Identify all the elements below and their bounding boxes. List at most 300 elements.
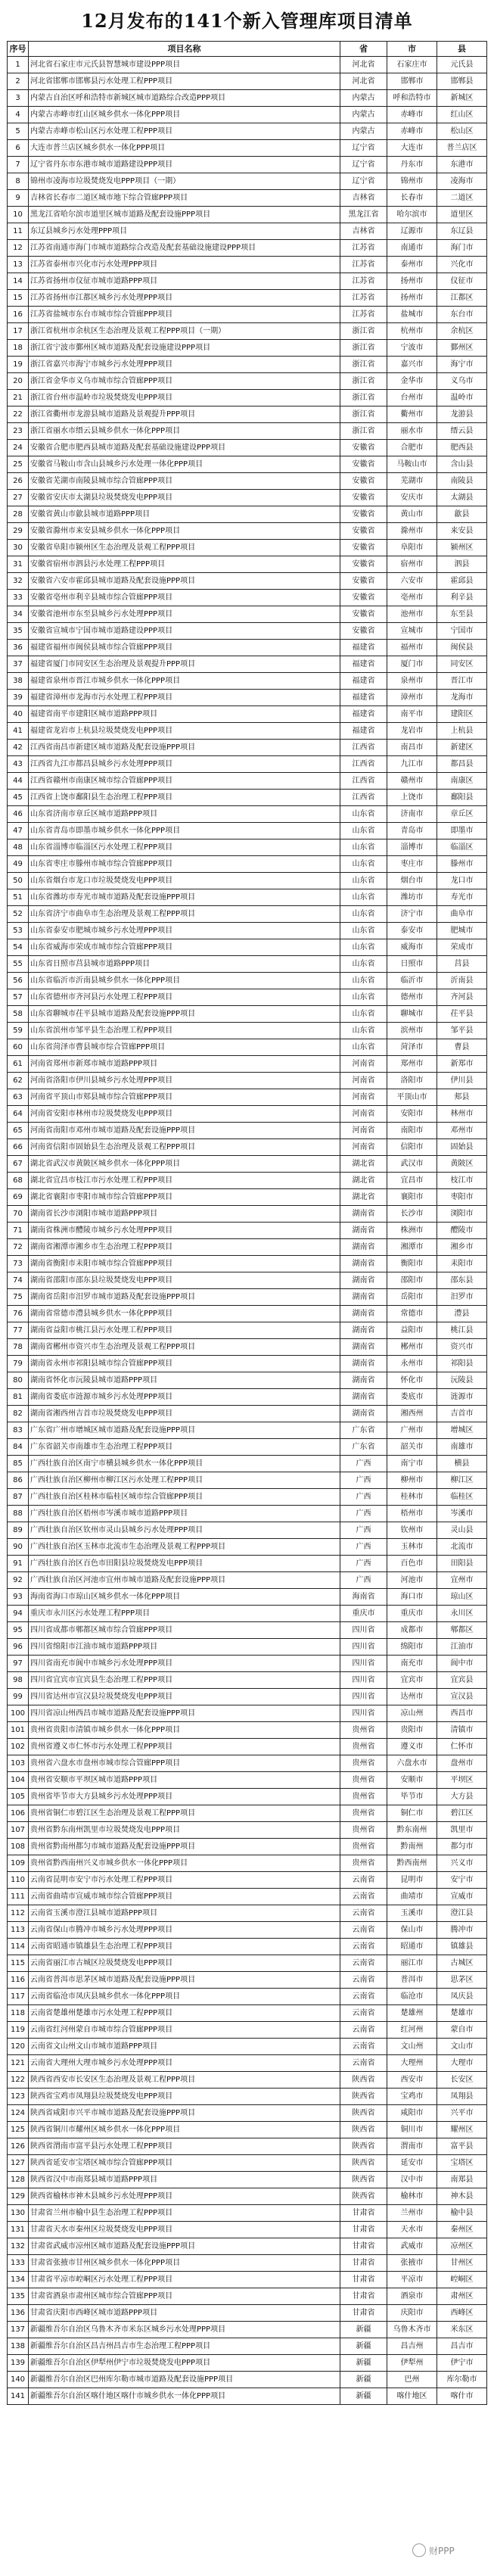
project-name: 湖南省邵阳市邵东县垃圾焚烧发电PPP项目: [29, 1272, 340, 1289]
project-name: 贵州省铜仁市碧江区生态治理及景观工程PPP项目: [29, 1805, 340, 1822]
row-no: 134: [8, 2272, 29, 2288]
province: 江苏省: [340, 240, 387, 257]
city: 梧州市: [387, 1506, 437, 1522]
county: 霍邱县: [437, 573, 487, 590]
table-row: [8, 2105, 487, 2122]
province: 四川省: [340, 1639, 387, 1656]
city: 哈尔滨市: [387, 207, 437, 223]
city: 达州市: [387, 1689, 437, 1705]
table-row: [8, 357, 487, 373]
table-row: [8, 756, 487, 773]
row-no: 99: [8, 1689, 29, 1705]
project-name: 湖南省益阳市桃江县污水处理工程PPP项目: [29, 1322, 340, 1339]
row-no: 43: [8, 756, 29, 773]
row-no: 109: [8, 1855, 29, 1872]
row-no: 139: [8, 2355, 29, 2372]
row-no: 140: [8, 2372, 29, 2388]
row-no: 16: [8, 307, 29, 323]
table-row: [8, 1456, 487, 1472]
row-no: 26: [8, 473, 29, 490]
project-name: 贵州省贵阳市清镇市城乡供水一体化PPP项目: [29, 1722, 340, 1739]
city: 郴州市: [387, 1339, 437, 1356]
table-row: [8, 740, 487, 756]
city: 曲靖市: [387, 1889, 437, 1905]
project-name: 浙江省金华市义乌市城市综合管廊PPP项目: [29, 373, 340, 390]
province: 云南省: [340, 1905, 387, 1922]
county: 涟源市: [437, 1389, 487, 1406]
row-no: 120: [8, 2039, 29, 2055]
row-no: 69: [8, 1189, 29, 1206]
watermark: [412, 2543, 455, 2557]
table-row: [8, 2172, 487, 2188]
city: 盐城市: [387, 307, 437, 323]
county: 祁阳县: [437, 1356, 487, 1372]
row-no: 84: [8, 1439, 29, 1456]
county: 建阳区: [437, 706, 487, 723]
row-no: 114: [8, 1939, 29, 1955]
table-row: [8, 506, 487, 523]
row-no: 38: [8, 673, 29, 690]
county: 新郑市: [437, 1056, 487, 1073]
project-name: 安徽省合肥市肥西县城市道路及配套基础设施建设PPP项目: [29, 440, 340, 456]
row-no: 77: [8, 1322, 29, 1339]
row-no: 80: [8, 1372, 29, 1389]
county: 宜州市: [437, 1572, 487, 1589]
city: 伊犁州: [387, 2355, 437, 2372]
province: 湖南省: [340, 1372, 387, 1389]
province: 甘肃省: [340, 2255, 387, 2272]
province: 云南省: [340, 2022, 387, 2039]
county: 盘州市: [437, 1755, 487, 1772]
city: 济南市: [387, 806, 437, 823]
project-name: 甘肃省武威市凉州区城市道路及配套设施PPP项目: [29, 2238, 340, 2255]
project-name: 贵州省安顺市平坝区城市道路PPP项目: [29, 1772, 340, 1789]
city: 滁州市: [387, 523, 437, 540]
county: 莒县: [437, 956, 487, 973]
city: 龙岩市: [387, 723, 437, 740]
project-name: 广西壮族自治区玉林市北流市生态治理及景观工程PPP项目: [29, 1539, 340, 1556]
city: 泉州市: [387, 673, 437, 690]
county: 增城区: [437, 1422, 487, 1439]
province: 安徽省: [340, 456, 387, 473]
row-no: 71: [8, 1223, 29, 1239]
table-row: [8, 1422, 487, 1439]
project-name: 甘肃省张掖市甘州区城乡供水一体化PPP项目: [29, 2255, 340, 2272]
city: 石家庄市: [387, 57, 437, 73]
city: 池州市: [387, 606, 437, 623]
project-name: 贵州省黔东南州凯里市垃圾焚烧发电PPP项目: [29, 1822, 340, 1839]
province: 陕西省: [340, 2172, 387, 2188]
project-name: 云南省楚雄州楚雄市污水处理工程PPP项目: [29, 2005, 340, 2022]
project-name: 湖南省株洲市醴陵市城乡污水处理PPP项目: [29, 1223, 340, 1239]
city: 株洲市: [387, 1223, 437, 1239]
row-no: 121: [8, 2055, 29, 2072]
row-no: 67: [8, 1156, 29, 1173]
province: 云南省: [340, 1989, 387, 2005]
county: 海宁市: [437, 357, 487, 373]
table-row: [8, 790, 487, 806]
project-name: 江苏省扬州市江都区城乡污水处理PPP项目: [29, 290, 340, 307]
table-row: [8, 1522, 487, 1539]
table-row: [8, 90, 487, 107]
city: 湘西州: [387, 1406, 437, 1422]
county: 昌吉市: [437, 2338, 487, 2355]
city: 红河州: [387, 2022, 437, 2039]
row-no: 104: [8, 1772, 29, 1789]
project-name: 锦州市凌海市垃圾焚烧发电PPP项目（一期）: [29, 173, 340, 190]
row-no: 49: [8, 856, 29, 873]
row-no: 95: [8, 1622, 29, 1639]
row-no: 13: [8, 257, 29, 273]
county: 肥城市: [437, 923, 487, 939]
table-row: [8, 1889, 487, 1905]
project-name: 新疆维吾尔自治区昌吉州昌吉市生态治理工程PPP项目: [29, 2338, 340, 2355]
row-no: 129: [8, 2188, 29, 2205]
county: 温岭市: [437, 390, 487, 406]
province: 河南省: [340, 1073, 387, 1089]
table-row: [8, 2155, 487, 2172]
table-row: [8, 440, 487, 456]
project-name: 四川省成都市郫都区城市综合管廊PPP项目: [29, 1622, 340, 1639]
city: 宜昌市: [387, 1173, 437, 1189]
county: 滕州市: [437, 856, 487, 873]
project-name: 安徽省阜阳市颍州区生态治理及景观工程PPP项目: [29, 540, 340, 556]
project-name: 山东省泰安市肥城市城乡污水处理PPP项目: [29, 923, 340, 939]
city: 台州市: [387, 390, 437, 406]
project-name: 云南省临沧市凤庆县城乡供水一体化PPP项目: [29, 1989, 340, 2005]
project-name: 云南省红河州蒙自市城市综合管廊PPP项目: [29, 2022, 340, 2039]
city: 郑州市: [387, 1056, 437, 1073]
province: 四川省: [340, 1689, 387, 1705]
table-row: [8, 2122, 487, 2138]
row-no: 90: [8, 1539, 29, 1556]
project-name: 贵州省毕节市大方县城乡污水处理PPP项目: [29, 1789, 340, 1805]
table-row: [8, 573, 487, 590]
province: 福建省: [340, 706, 387, 723]
table-row: [8, 623, 487, 640]
city: 韶关市: [387, 1439, 437, 1456]
table-row: [8, 1955, 487, 1972]
city: 南充市: [387, 1656, 437, 1672]
table-row: [8, 1239, 487, 1256]
project-name: 山东省聊城市茌平县城市道路及配套设施PPP项目: [29, 1006, 340, 1023]
project-name: 陕西省渭南市富平县污水处理工程PPP项目: [29, 2138, 340, 2155]
row-no: 35: [8, 623, 29, 640]
province: 云南省: [340, 2055, 387, 2072]
province: 贵州省: [340, 1855, 387, 1872]
city: 聊城市: [387, 1006, 437, 1023]
city: 平凉市: [387, 2272, 437, 2288]
project-name: 辽宁省丹东市东港市城市道路建设PPP项目: [29, 157, 340, 173]
table-row: [8, 989, 487, 1006]
row-no: 32: [8, 573, 29, 590]
project-name: 四川省凉山州西昌市城市道路及配套设施PPP项目: [29, 1705, 340, 1722]
city: 赣州市: [387, 773, 437, 790]
province: 广西: [340, 1506, 387, 1522]
project-name: 黑龙江省哈尔滨市道里区城市道路及配套设施PPP项目: [29, 207, 340, 223]
city: 毕节市: [387, 1789, 437, 1805]
city: 宜宾市: [387, 1672, 437, 1689]
city: 文山州: [387, 2039, 437, 2055]
row-no: 17: [8, 323, 29, 340]
province: 山东省: [340, 906, 387, 923]
county: 龙海市: [437, 690, 487, 706]
county: 仁怀市: [437, 1739, 487, 1755]
province: 陕西省: [340, 2072, 387, 2089]
project-name: 贵州省六盘水市盘州市城市综合管廊PPP项目: [29, 1755, 340, 1772]
city: 衢州市: [387, 406, 437, 423]
project-name: 山东省德州市齐河县污水处理工程PPP项目: [29, 989, 340, 1006]
county: 南雄市: [437, 1439, 487, 1456]
city: 安阳市: [387, 1106, 437, 1123]
table-row: [8, 1772, 487, 1789]
county: 灵山县: [437, 1522, 487, 1539]
county: 仪征市: [437, 273, 487, 290]
row-no: 19: [8, 357, 29, 373]
city: 赤峰市: [387, 123, 437, 140]
county: 太湖县: [437, 490, 487, 506]
table-row: [8, 1672, 487, 1689]
county: 龙口市: [437, 873, 487, 889]
row-no: 5: [8, 123, 29, 140]
row-no: 39: [8, 690, 29, 706]
city: 信阳市: [387, 1139, 437, 1156]
table-row: [8, 2089, 487, 2105]
row-no: 108: [8, 1839, 29, 1855]
province: 辽宁省: [340, 173, 387, 190]
province: 安徽省: [340, 573, 387, 590]
city: 南昌市: [387, 740, 437, 756]
county: 晋江市: [437, 673, 487, 690]
county: 龙游县: [437, 406, 487, 423]
city: 绵阳市: [387, 1639, 437, 1656]
city: 福州市: [387, 640, 437, 656]
city: 邯郸市: [387, 73, 437, 90]
city: 桂林市: [387, 1489, 437, 1506]
project-name: 内蒙古赤峰市松山区污水处理工程PPP项目: [29, 123, 340, 140]
row-no: 63: [8, 1089, 29, 1106]
project-name: 山东省临沂市沂南县城乡供水一体化PPP项目: [29, 973, 340, 989]
row-no: 118: [8, 2005, 29, 2022]
county: 茌平县: [437, 1006, 487, 1023]
province: 贵州省: [340, 1805, 387, 1822]
province: 安徽省: [340, 506, 387, 523]
project-name: 新疆维吾尔自治区巴州库尔勒市城市道路及配套设施PPP项目: [29, 2372, 340, 2388]
table-row: [8, 723, 487, 740]
city: 滨州市: [387, 1023, 437, 1039]
table-row: [8, 107, 487, 123]
province: 湖北省: [340, 1189, 387, 1206]
project-name: 山东省济南市章丘区城市道路PPP项目: [29, 806, 340, 823]
city: 玉林市: [387, 1539, 437, 1556]
table-row: [8, 2205, 487, 2222]
county: 邵东县: [437, 1272, 487, 1289]
row-no: 3: [8, 90, 29, 107]
table-row: [8, 2388, 487, 2405]
table-row: [8, 1606, 487, 1622]
row-no: 66: [8, 1139, 29, 1156]
row-no: 31: [8, 556, 29, 573]
table-row: [8, 1139, 487, 1156]
project-name: 广西壮族自治区南宁市横县城乡供水一体化PPP项目: [29, 1456, 340, 1472]
row-no: 117: [8, 1989, 29, 2005]
city: 柳州市: [387, 1472, 437, 1489]
city: 嘉兴市: [387, 357, 437, 373]
city: 泰安市: [387, 923, 437, 939]
row-no: 122: [8, 2072, 29, 2089]
province: 江西省: [340, 756, 387, 773]
row-no: 51: [8, 889, 29, 906]
table-row: [8, 2288, 487, 2305]
table-row: [8, 1089, 487, 1106]
table-row: [8, 1739, 487, 1755]
table-row: [8, 1289, 487, 1306]
row-no: 58: [8, 1006, 29, 1023]
row-no: 112: [8, 1905, 29, 1922]
table-row: [8, 673, 487, 690]
city: 淄博市: [387, 839, 437, 856]
city: 锦州市: [387, 173, 437, 190]
city: 咸阳市: [387, 2105, 437, 2122]
table-row: [8, 2305, 487, 2322]
county: 临桂区: [437, 1489, 487, 1506]
table-row: [8, 1256, 487, 1272]
city: 昆明市: [387, 1872, 437, 1889]
project-name: 安徽省宣城市宁国市城市道路建设PPP项目: [29, 623, 340, 640]
city: 扬州市: [387, 290, 437, 307]
row-no: 30: [8, 540, 29, 556]
table-row: [8, 1039, 487, 1056]
watermark-logo-icon: [412, 2543, 426, 2557]
province: 甘肃省: [340, 2205, 387, 2222]
province: 陕西省: [340, 2089, 387, 2105]
row-no: 52: [8, 906, 29, 923]
city: 凉山州: [387, 1705, 437, 1722]
row-no: 106: [8, 1805, 29, 1822]
table-row: [8, 1123, 487, 1139]
city: 宝鸡市: [387, 2089, 437, 2105]
city: 岳阳市: [387, 1289, 437, 1306]
table-row: [8, 773, 487, 790]
row-no: 98: [8, 1672, 29, 1689]
province: 广西: [340, 1539, 387, 1556]
county: 湘乡市: [437, 1239, 487, 1256]
row-no: 46: [8, 806, 29, 823]
county: 歙县: [437, 506, 487, 523]
row-no: 65: [8, 1123, 29, 1139]
project-name: 海南省海口市琼山区城乡供水一体化PPP项目: [29, 1589, 340, 1606]
province: 黑龙江省: [340, 207, 387, 223]
county: 桃江县: [437, 1322, 487, 1339]
county: 江都区: [437, 290, 487, 307]
county: 新城区: [437, 90, 487, 107]
city: 菏泽市: [387, 1039, 437, 1056]
header-city: 市: [387, 42, 437, 57]
row-no: 97: [8, 1656, 29, 1672]
project-name: 云南省普洱市思茅区城市道路及配套设施PPP项目: [29, 1972, 340, 1989]
project-name: 河南省安阳市林州市垃圾焚烧发电PPP项目: [29, 1106, 340, 1123]
table-row: [8, 590, 487, 606]
province: 河北省: [340, 57, 387, 73]
project-name: 云南省玉溪市澄江县城市道路PPP项目: [29, 1905, 340, 1922]
table-row: [8, 423, 487, 440]
row-no: 73: [8, 1256, 29, 1272]
county: 宝塔区: [437, 2155, 487, 2172]
city: 南通市: [387, 240, 437, 257]
city: 阜阳市: [387, 540, 437, 556]
province: 湖南省: [340, 1322, 387, 1339]
row-no: 136: [8, 2305, 29, 2322]
county: 义乌市: [437, 373, 487, 390]
county: 北流市: [437, 1539, 487, 1556]
table-row: [8, 1539, 487, 1556]
project-name: 浙江省台州市温岭市垃圾焚烧发电PPP项目: [29, 390, 340, 406]
county: 库尔勒市: [437, 2372, 487, 2388]
project-name: 河北省邯郸市邯郸县污水处理工程PPP项目: [29, 73, 340, 90]
project-name: 四川省达州市宣汉县垃圾焚烧发电PPP项目: [29, 1689, 340, 1705]
county: 普兰店区: [437, 140, 487, 157]
table-row: [8, 207, 487, 223]
project-name: 湖南省永州市祁阳县城市综合管廊PPP项目: [29, 1356, 340, 1372]
province: 河南省: [340, 1123, 387, 1139]
city: 昭通市: [387, 1939, 437, 1955]
county: 永川区: [437, 1606, 487, 1622]
table-row: [8, 2005, 487, 2022]
city: 兰州市: [387, 2205, 437, 2222]
table-row: [8, 1656, 487, 1672]
county: 东至县: [437, 606, 487, 623]
project-name: 贵州省黔南州都匀市城市道路及配套设施PPP项目: [29, 1839, 340, 1855]
province: 福建省: [340, 723, 387, 740]
county: 崆峒区: [437, 2272, 487, 2288]
row-no: 79: [8, 1356, 29, 1372]
project-name: 湖南省岳阳市汨罗市城市道路及配套设施PPP项目: [29, 1289, 340, 1306]
table-row: [8, 2338, 487, 2355]
province: 四川省: [340, 1705, 387, 1722]
project-name: 福建省福州市闽侯县城市综合管廊PPP项目: [29, 640, 340, 656]
table-row: [8, 1189, 487, 1206]
row-no: 42: [8, 740, 29, 756]
table-row: [8, 257, 487, 273]
city: 长春市: [387, 190, 437, 207]
row-no: 85: [8, 1456, 29, 1472]
project-name: 山东省枣庄市滕州市城市综合管廊PPP项目: [29, 856, 340, 873]
county: 富平县: [437, 2138, 487, 2155]
project-name: 江西省上饶市鄱阳县生态治理工程PPP项目: [29, 790, 340, 806]
county: 元氏县: [437, 57, 487, 73]
province: 云南省: [340, 1972, 387, 1989]
city: 巴州: [387, 2372, 437, 2388]
row-no: 68: [8, 1173, 29, 1189]
province: 河南省: [340, 1056, 387, 1073]
table-row: [8, 523, 487, 540]
header-province: 省: [340, 42, 387, 57]
province: 安徽省: [340, 523, 387, 540]
row-no: 29: [8, 523, 29, 540]
project-name: 湖南省湘潭市湘乡市生态治理工程PPP项目: [29, 1239, 340, 1256]
row-no: 76: [8, 1306, 29, 1322]
county: 颍州区: [437, 540, 487, 556]
province: 内蒙古: [340, 90, 387, 107]
project-name: 江苏省泰州市兴化市污水处理PPP项目: [29, 257, 340, 273]
row-no: 34: [8, 606, 29, 623]
city: 南平市: [387, 706, 437, 723]
province: 陕西省: [340, 2105, 387, 2122]
table-row: [8, 1389, 487, 1406]
project-name: 内蒙古自治区呼和浩特市新城区城市道路综合改造PPP项目: [29, 90, 340, 107]
table-row: [8, 1056, 487, 1073]
project-name: 湖南省湘西州吉首市垃圾焚烧发电PPP项目: [29, 1406, 340, 1422]
